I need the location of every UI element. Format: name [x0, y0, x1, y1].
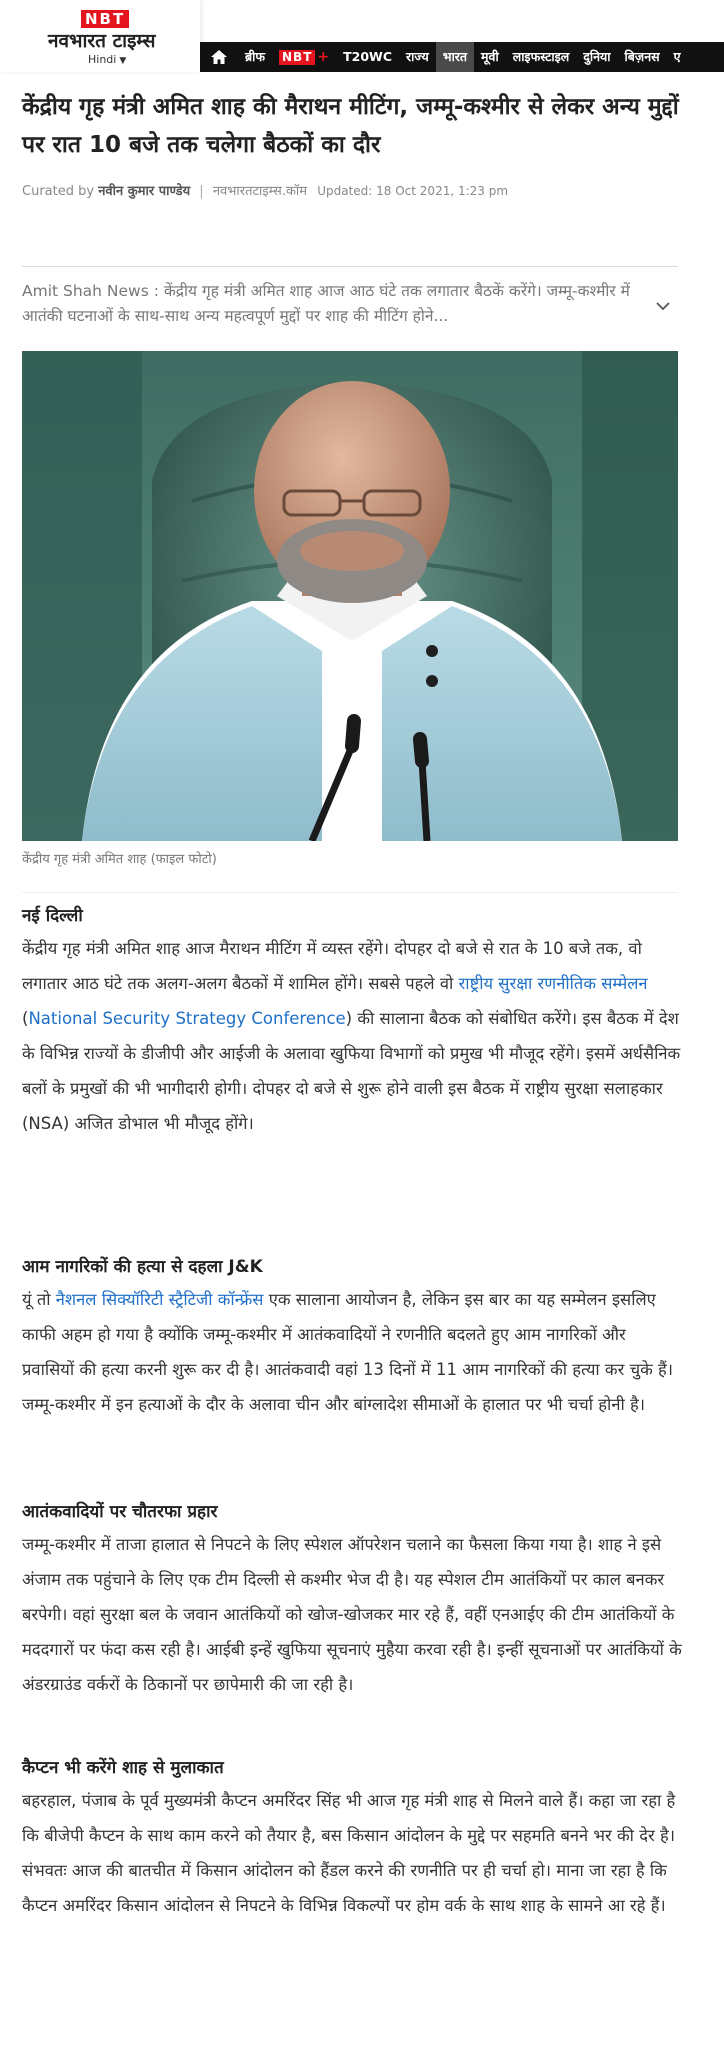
article-dateline: नई दिल्ली — [22, 906, 83, 926]
updated-timestamp: Updated: 18 Oct 2021, 1:23 pm — [317, 184, 509, 198]
article-section-2 — [22, 1252, 682, 1422]
nav-item-world[interactable]: दुनिया — [583, 49, 611, 64]
paragraph-text: ) की सालाना बैठक को संबोधित करेंगे। इस बैठक में देश के विभिन्न राज्यों के डीजीपी और आईजी के अलावा खुफिया विभागों को प्रमुख भी मौजूद रहेंगे। इसमें अर्धसैनिक बलों के प्रमुखों की भी भागीदारी होगी। दोपहर दो बजे से शुरू होने वाली इस बैठक में राष्ट्रीय सुरक्षा सलाहकार (NSA) अजित डोभाल भी मौजूद होंगे। — [22, 1009, 681, 1133]
language-label: Hindi — [88, 53, 117, 66]
chevron-down-icon[interactable] — [652, 295, 674, 317]
article-paragraph-3: जम्मू-कश्मीर में ताजा हालात से निपटने के लिए स्पेशल ऑपरेशन चलाने का फैसला किया गया है। शाह ने इसे अंजाम तक पहुंचाने के लिए एक टीम दिल्ली से कश्मीर भेज दी है। यह स्पेशल टीम आतंकियों पर काल बनकर बरपेगी। वहां सुरक्षा बल के जवान आतंकियों को खोज-खोजकर मार रहे हैं, वहीं एनआईए की टीम आतंकियों के मददगारों पर फंदा कस रही है। आईबी इन्हें खुफिया सूचनाएं मुहैया करवा रही है। इन्हीं सूचनाओं पर आतंकियों के अंडरग्राउंड वर्करों के ठिकानों पर छापेमारी की जा रही है। — [22, 1535, 682, 1694]
link-security-strategy-conference[interactable]: नैशनल सिक्यॉरिटी स्ट्रैटिजी कॉन्फ्रेंस — [55, 1290, 264, 1309]
paragraph-text: ( — [22, 1009, 29, 1028]
nav-item-lifestyle[interactable]: लाइफस्टाइल — [512, 49, 570, 64]
paragraph-text: केंद्रीय गृह मंत्री अमित शाह आज मैराथन मीटिंग में व्यस्त रहेंगे। दोपहर दो बजे से रात के 10 बजे तक, वो लगातार आठ घंटे तक अलग-अलग बैठकों में शामिल होंगे। सबसे पहले वो — [22, 939, 642, 993]
article-paragraph-2 — [22, 1282, 682, 1422]
nav-item-business[interactable]: बिज़नस — [624, 49, 660, 64]
link-national-security-conference-hindi[interactable]: राष्ट्रीय सुरक्षा रणनीतिक सम्मेलन — [458, 974, 648, 993]
logo-name: नवभारत टाइम्स — [48, 30, 156, 52]
site-logo[interactable] — [0, 0, 200, 72]
logo-nbt-badge: NBT — [81, 10, 129, 28]
paragraph-text: यूं तो — [22, 1290, 56, 1309]
nav-items — [238, 42, 688, 72]
nav-item-nbt-plus[interactable] — [272, 42, 336, 72]
nav-item-t20wc[interactable]: T20WC — [343, 49, 393, 64]
amit-shah-photo — [22, 351, 678, 841]
byline-separator: | — [199, 184, 204, 199]
paragraph-text: एक सालाना आयोजन है, लेकिन इस बार का यह सम्मेलन इसलिए काफी अहम हो गया है क्योंकि जम्मू-कश्मीर में आतंकवादियों ने रणनीति बदलते हुए आम नागरिकों और प्रवासियों की हत्या करनी शुरू कर दी है। आतंकवादी वहां 13 दिनों में 11 आम नागरिकों की हत्या कर चुके हैं। जम्मू-कश्मीर में इन हत्याओं के दौर के अलावा चीन और बांग्लादेश सीमाओं के हालात पर भी चर्चा होनी है। — [22, 1290, 673, 1414]
section-heading-captain-meeting: कैप्टन भी करेंगे शाह से मुलाकात — [22, 1758, 224, 1778]
section-heading-terror-strike: आतंकवादियों पर चौतरफा प्रहार — [22, 1502, 218, 1522]
home-icon — [210, 49, 228, 65]
article-section-1 — [22, 901, 682, 1141]
nav-item-brief[interactable]: ब्रीफ — [245, 49, 266, 64]
author-link[interactable]: नवीन कुमार पाण्डेय — [98, 184, 191, 199]
nav-item-movies[interactable]: मूवी — [481, 49, 499, 64]
nbt-plus-badge: NBT — [279, 50, 315, 65]
source-name: नवभारतटाइम्स.कॉम — [212, 184, 308, 199]
image-caption: केंद्रीय गृह मंत्री अमित शाह (फाइल फोटो) — [22, 852, 217, 867]
language-selector[interactable] — [88, 53, 126, 66]
article-section-4 — [22, 1753, 682, 1923]
content-divider — [22, 892, 678, 893]
chevron-down-icon: ▼ — [119, 56, 127, 66]
article-paragraph-4: बहरहाल, पंजाब के पूर्व मुख्यमंत्री कैप्टन अमरिंदर सिंह भी आज गृह मंत्री शाह से मिलने वाले हैं। कहा जा रहा है कि बीजेपी कैप्टन के साथ काम करने को तैयार है, बस किसान आंदोलन के मुद्दे पर सहमति बनने भर की देर है। संभवतः आज की बातचीत में किसान आंदोलन को हैंडल करने की रणनीति पर ही चर्चा हो। माना जा रहा है कि कैप्टन अमरिंदर किसान आंदोलन से निपटने के विभिन्न विकल्पों पर होम वर्क के साथ शाह के सामने आ रहे हैं। — [22, 1791, 676, 1915]
site-header — [0, 0, 724, 72]
curated-by-label: Curated by — [22, 184, 95, 199]
article-image — [22, 351, 678, 841]
section-heading-civilian-killings: आम नागरिकों की हत्या से दहला J&K — [22, 1257, 263, 1277]
article-title: केंद्रीय गृह मंत्री अमित शाह की मैराथन मीटिंग, जम्मू-कश्मीर से लेकर अन्य मुद्दों पर रात 10 बजे तक चलेगा बैठकों का दौर — [22, 94, 679, 158]
article-byline — [22, 181, 508, 199]
main-nav — [200, 42, 724, 72]
article-section-3 — [22, 1497, 682, 1702]
nav-item-more[interactable]: ए — [673, 49, 681, 64]
article-paragraph-1 — [22, 931, 682, 1141]
nav-item-states[interactable]: राज्य — [406, 49, 429, 64]
nav-item-india[interactable]: भारत — [436, 42, 474, 72]
summary-text: Amit Shah News : केंद्रीय गृह मंत्री अमित शाह आज आठ घंटे तक लगातार बैठकें करेंगे। जम्मू-कश्मीर में आतंकी घटनाओं के साथ-साथ अन्य महत्वपूर्ण मुद्दों पर शाह की मीटिंग होने... — [22, 282, 630, 325]
link-national-security-conference-english[interactable]: National Security Strategy Conference — [28, 1009, 346, 1028]
nav-home-button[interactable] — [200, 42, 238, 72]
article-summary[interactable] — [22, 266, 678, 342]
plus-icon: + — [317, 49, 330, 65]
